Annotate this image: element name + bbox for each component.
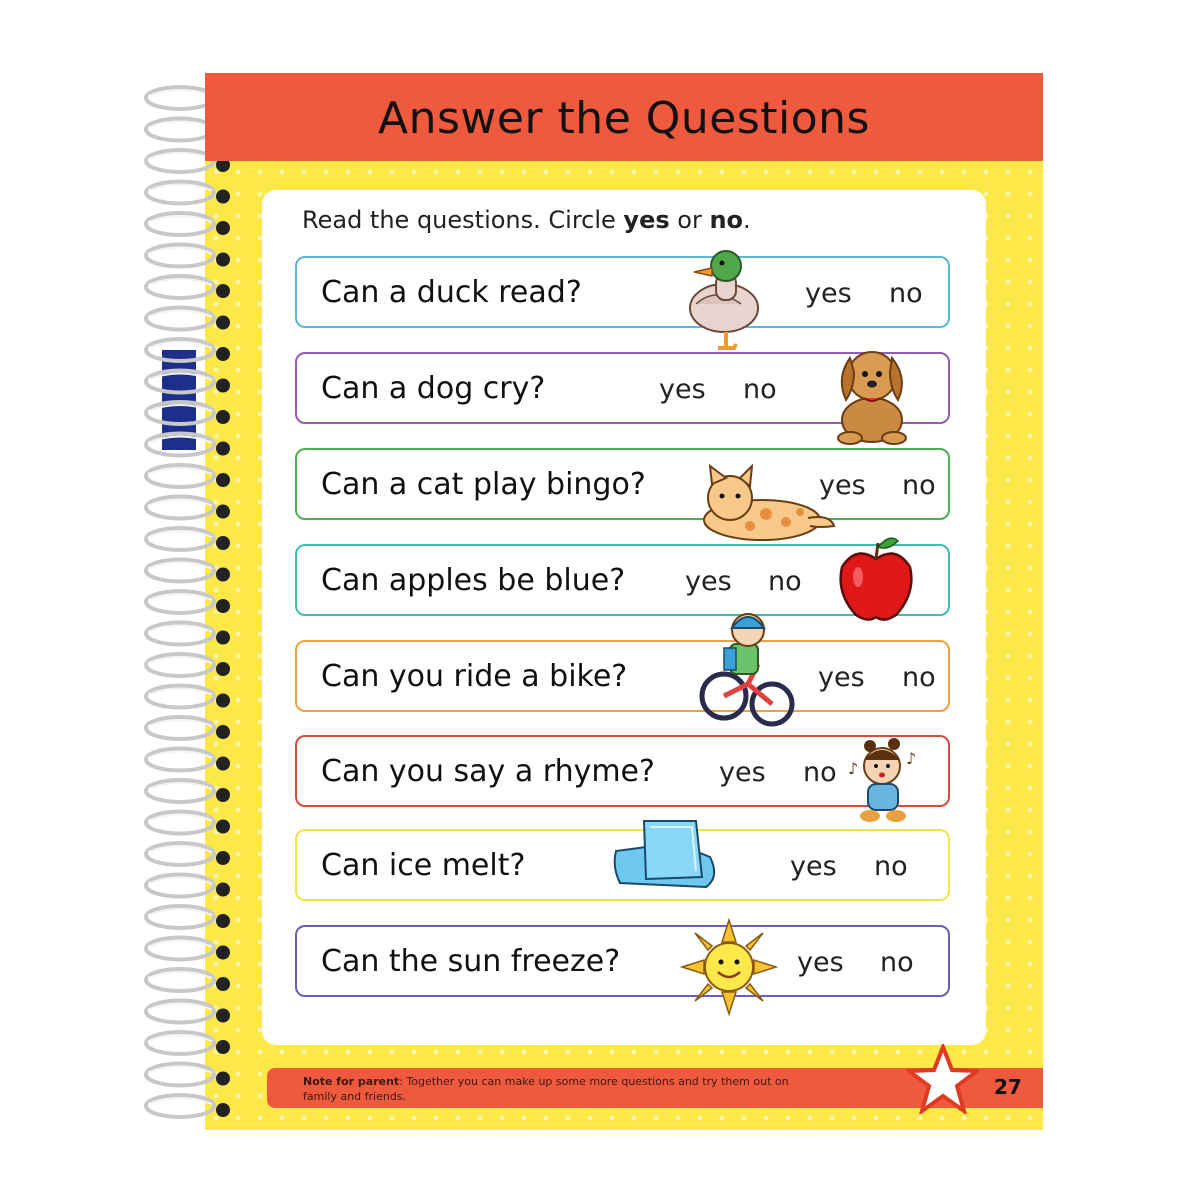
spiral-coil <box>146 623 230 645</box>
spiral-coil <box>146 1001 230 1023</box>
yes-option[interactable]: yes <box>659 374 706 405</box>
spiral-coil <box>146 875 230 897</box>
yes-option[interactable]: yes <box>818 662 865 693</box>
star-icon <box>907 1044 979 1114</box>
question-text: Can a cat play bingo? <box>321 467 646 502</box>
instructions-middle: or <box>669 206 710 234</box>
spiral-coil <box>146 182 230 204</box>
question-row <box>295 448 950 520</box>
spiral-coil <box>146 528 230 550</box>
spiral-coil <box>146 245 230 267</box>
parent-note <box>303 1074 823 1104</box>
page-number: 27 <box>994 1075 1022 1099</box>
no-option[interactable]: no <box>902 662 936 693</box>
instructions <box>302 206 751 234</box>
yes-option[interactable]: yes <box>819 470 866 501</box>
instructions-yes: yes <box>623 206 670 234</box>
dog-icon <box>830 338 912 446</box>
no-option[interactable]: no <box>743 374 777 405</box>
question-text: Can you say a rhyme? <box>321 754 655 789</box>
spiral-coil <box>146 686 230 708</box>
ice-icon <box>610 817 722 893</box>
spiral-coil <box>146 1064 230 1086</box>
spiral-coil <box>146 1032 230 1054</box>
question-text: Can apples be blue? <box>321 563 626 598</box>
spiral-coil <box>146 906 230 928</box>
yes-option[interactable]: yes <box>719 757 766 788</box>
svg-text:♪: ♪ <box>848 759 859 778</box>
svg-text:♪: ♪ <box>906 749 917 768</box>
spiral-coil <box>146 497 230 519</box>
no-option[interactable]: no <box>874 851 908 882</box>
no-option[interactable]: no <box>768 566 802 597</box>
page-title: Answer the Questions <box>378 93 870 144</box>
spiral-coil <box>146 717 230 739</box>
yes-option[interactable]: yes <box>790 851 837 882</box>
duck-icon <box>686 246 766 354</box>
apple-icon <box>836 533 916 625</box>
no-option[interactable]: no <box>880 947 914 978</box>
no-option[interactable]: no <box>803 757 837 788</box>
question-text: Can a dog cry? <box>321 371 546 406</box>
spiral-coil <box>146 591 230 613</box>
spiral-coil <box>146 969 230 991</box>
cat-icon <box>690 464 838 546</box>
spiral-coil <box>146 654 230 676</box>
question-text: Can a duck read? <box>321 275 582 310</box>
bike-rider-icon <box>698 604 798 728</box>
spiral-binding <box>140 80 250 1120</box>
spiral-coil <box>146 812 230 834</box>
singing-child-icon <box>846 734 922 826</box>
yes-option[interactable]: yes <box>685 566 732 597</box>
no-option[interactable]: no <box>889 278 923 309</box>
spiral-coil <box>146 938 230 960</box>
parent-note-text: : Together you can make up some more questions and try them out on family and friends. <box>303 1075 789 1103</box>
no-option[interactable]: no <box>902 470 936 501</box>
spiral-coil <box>146 749 230 771</box>
question-row <box>295 256 950 328</box>
spiral-coil <box>146 465 230 487</box>
yes-option[interactable]: yes <box>805 278 852 309</box>
instructions-prefix: Read the questions. Circle <box>302 206 624 234</box>
sun-icon <box>680 918 778 1016</box>
question-text: Can ice melt? <box>321 848 526 883</box>
question-row <box>295 925 950 997</box>
spiral-coil <box>146 276 230 298</box>
instructions-suffix: . <box>743 206 751 234</box>
spiral-coil <box>146 213 230 235</box>
question-text: Can you ride a bike? <box>321 659 628 694</box>
question-row <box>295 640 950 712</box>
spiral-coil <box>146 843 230 865</box>
instructions-no: no <box>709 206 744 234</box>
spiral-coil <box>146 780 230 802</box>
spiral-coil <box>146 1095 230 1117</box>
parent-note-label: Note for parent <box>303 1075 400 1088</box>
question-text: Can the sun freeze? <box>321 944 621 979</box>
spiral-coil <box>146 560 230 582</box>
spiral-coil <box>146 308 230 330</box>
yes-option[interactable]: yes <box>797 947 844 978</box>
